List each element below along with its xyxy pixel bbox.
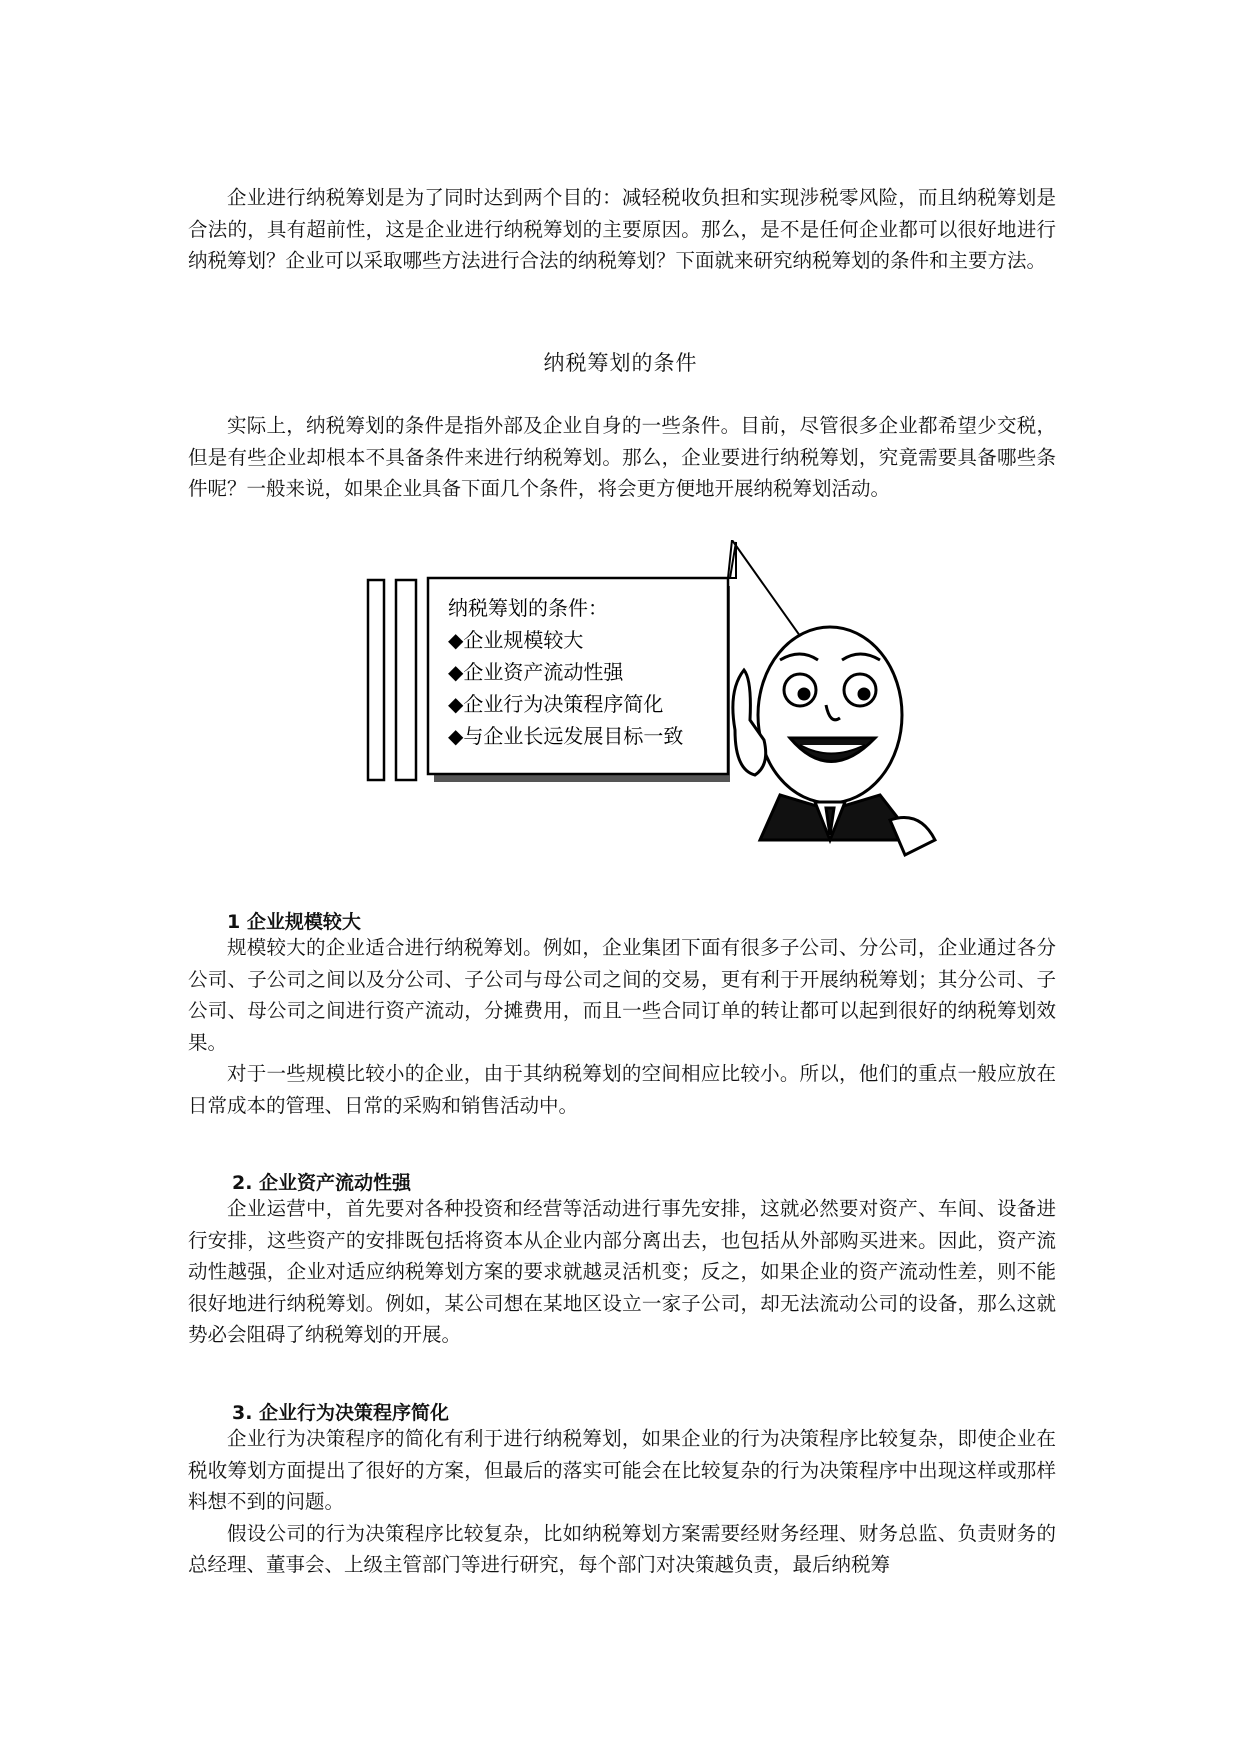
section-1-paragraph: 对于一些规模比较小的企业，由于其纳税筹划的空间相应比较小。所以，他们的重点一般应放在日常成本的管理、日常的采购和销售活动中。: [188, 1062, 1056, 1117]
callout-heading: 纳税筹划的条件：: [448, 596, 608, 620]
intro-paragraph: 企业进行纳税筹划是为了同时达到两个目的：减轻税收负担和实现涉税零风险，而且纳税筹划是合法的，具有超前性，这是企业进行纳税筹划的主要原因。那么，是不是任何企业都可以很好地进行纳税筹划？企业可以采取哪些方法进行合法的纳税筹划？下面就来研究纳税筹划的条件和主要方法。: [188, 186, 1056, 272]
callout-item: ◆与企业长远发展目标一致: [448, 724, 684, 748]
section-title: 纳税筹划的条件: [543, 351, 698, 375]
heading-3: 3. 企业行为决策程序简化: [232, 1402, 450, 1424]
section-3-paragraph: 企业行为决策程序的简化有利于进行纳税筹划，如果企业的行为决策程序比较复杂，即使企业在税收筹划方面提出了很好的方案，但最后的落实可能会在比较复杂的行为决策程序中出现这样或那样料想不到的问题。: [188, 1427, 1056, 1513]
section-1-paragraph: 规模较大的企业适合进行纳税筹划。例如，企业集团下面有很多子公司、分公司，企业通过各分公司、子公司之间以及分公司、子公司与母公司之间的交易，更有利于开展纳税筹划；其分公司、子公司、母公司之间进行资产流动，分摊费用，而且一些合同订单的转让都可以起到很好的纳税筹划效果。: [188, 936, 1056, 1054]
section-2-text: [188, 1193, 1056, 1351]
callout-item: ◆企业规模较大: [448, 628, 584, 652]
intro-text: [188, 182, 1056, 277]
cartoon-man-icon: [733, 627, 935, 855]
heading-1: 1 企业规模较大: [227, 911, 361, 933]
conditions-figure: [360, 540, 950, 870]
callout-item: ◆企业行为决策程序简化: [448, 692, 664, 716]
callout-text: [448, 592, 683, 752]
callout-item: ◆企业资产流动性强: [448, 660, 624, 684]
section-1-text: [188, 932, 1056, 1121]
section-intro-text: [188, 410, 1056, 505]
heading-2: 2. 企业资产流动性强: [232, 1172, 412, 1194]
section-2-paragraph: 企业运营中，首先要对各种投资和经营等活动进行事先安排，这就必然要对资产、车间、设备进行安排，这些资产的安排既包括将资本从企业内部分离出去，也包括从外部购买进来。因此，资产流动性越强，企业对适应纳税筹划方案的要求就越灵活机变；反之，如果企业的资产流动性差，则不能很好地进行纳税筹划。例如，某公司想在某地区设立一家子公司，却无法流动公司的设备，那么这就势必会阻碍了纳税筹划的开展。: [188, 1197, 1056, 1346]
section-paragraph: 实际上，纳税筹划的条件是指外部及企业自身的一些条件。目前，尽管很多企业都希望少交税，但是有些企业却根本不具备条件来进行纳税筹划。那么，企业要进行纳税筹划，究竟需要具备哪些条件呢？一般来说，如果企业具备下面几个条件，将会更方便地开展纳税筹划活动。: [188, 414, 1056, 500]
section-3-text: [188, 1423, 1056, 1581]
section-3-paragraph: 假设公司的行为决策程序比较复杂，比如纳税筹划方案需要经财务经理、财务总监、负责财务的总经理、董事会、上级主管部门等进行研究，每个部门对决策越负责，最后纳税筹: [188, 1521, 1056, 1576]
